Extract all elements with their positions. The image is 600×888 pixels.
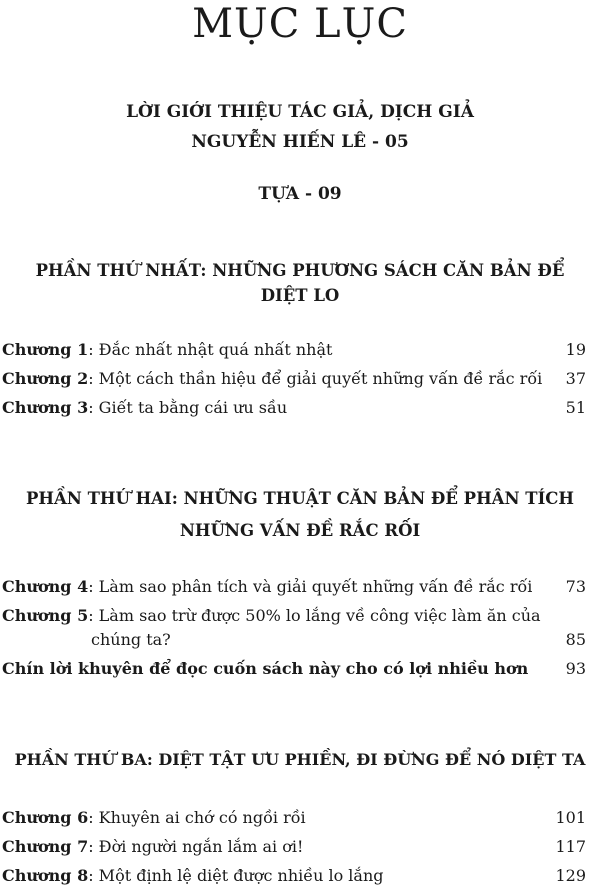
page-number: 19	[565, 340, 586, 359]
chapter-label: Chương 2	[2, 369, 89, 388]
chapter-title: : Khuyên ai chớ có ngồi rồi	[88, 808, 306, 827]
chapter-label: Chương 1	[2, 340, 89, 359]
part-1-title-line-2: DIỆT LO	[260, 286, 340, 305]
intro-line-1: LỜI GIỚI THIỆU TÁC GIẢ, DỊCH GIẢ	[126, 102, 474, 122]
part-3-title: PHẦN THỨ BA: DIỆT TẬT ƯU PHIỀN, ĐI ĐỪNG ĐỂ NÓ DIỆT TA	[14, 750, 586, 769]
toc-entry-chapter-5[interactable]	[2, 604, 586, 654]
part-2-title-line-1: PHẦN THỨ HAI: NHỮNG THUẬT CĂN BẢN ĐỂ PHÂN TÍCH	[25, 489, 575, 508]
chapter-label: Chương 4	[2, 577, 89, 596]
chapter-title: : Đắc nhất nhật quá nhất nhật	[88, 340, 333, 359]
chapter-title-continued: chúng ta?	[91, 630, 171, 649]
page-number: 37	[565, 369, 586, 388]
page-title: MỤC LỤC	[192, 1, 408, 47]
page-number: 117	[555, 837, 586, 856]
page-number: 93	[565, 659, 586, 678]
chapter-title: : Giết ta bằng cái ưu sầu	[88, 398, 288, 417]
intro-line-2: NGUYỄN HIẾN LÊ - 05	[191, 132, 409, 152]
toc-entry-chapter-2[interactable]	[2, 367, 586, 391]
chapter-title: : Làm sao trừ được 50% lo lắng về công việc làm ăn của	[88, 606, 541, 625]
chapter-title: : Một định lệ diệt được nhiều lo lắng	[88, 866, 384, 885]
chapter-label: Chương 8	[2, 866, 89, 885]
chapter-title: : Một cách thần hiệu để giải quyết những vấn đề rắc rối	[88, 369, 543, 388]
chapter-title: : Làm sao phân tích và giải quyết những vấn đề rắc rối	[88, 577, 533, 596]
page-number: 73	[565, 577, 586, 596]
toc-entry-chapter-4[interactable]	[2, 575, 586, 599]
chapter-label: Chương 5	[2, 606, 89, 625]
toc-entry-chapter-8[interactable]	[2, 864, 586, 888]
toc-entry-chapter-6[interactable]	[2, 806, 586, 830]
chapter-label: Chương 6	[2, 808, 89, 827]
chapter-label: Chương 7	[2, 837, 89, 856]
entry-title: Chín lời khuyên để đọc cuốn sách này cho có lợi nhiều hơn	[2, 659, 529, 678]
part-1-title-line-1: PHẦN THỨ NHẤT: NHỮNG PHƯƠNG SÁCH CĂN BẢN ĐỂ	[35, 261, 565, 280]
page-number: 85	[565, 630, 586, 649]
toc-entry-chapter-7[interactable]	[2, 835, 586, 859]
toc-entry-chapter-3[interactable]	[2, 396, 586, 420]
preface-entry: TỰA - 09	[258, 184, 342, 204]
toc-entry-reading-tips[interactable]	[2, 657, 586, 681]
chapter-label: Chương 3	[2, 398, 89, 417]
page-number: 51	[565, 398, 586, 417]
toc-entry-chapter-1[interactable]	[2, 338, 586, 362]
page-number: 129	[555, 866, 586, 885]
part-2-title-line-2: NHỮNG VẤN ĐỀ RẮC RỐI	[179, 521, 421, 540]
chapter-title: : Đời người ngắn lắm ai ơi!	[88, 837, 304, 856]
page-number: 101	[555, 808, 586, 827]
